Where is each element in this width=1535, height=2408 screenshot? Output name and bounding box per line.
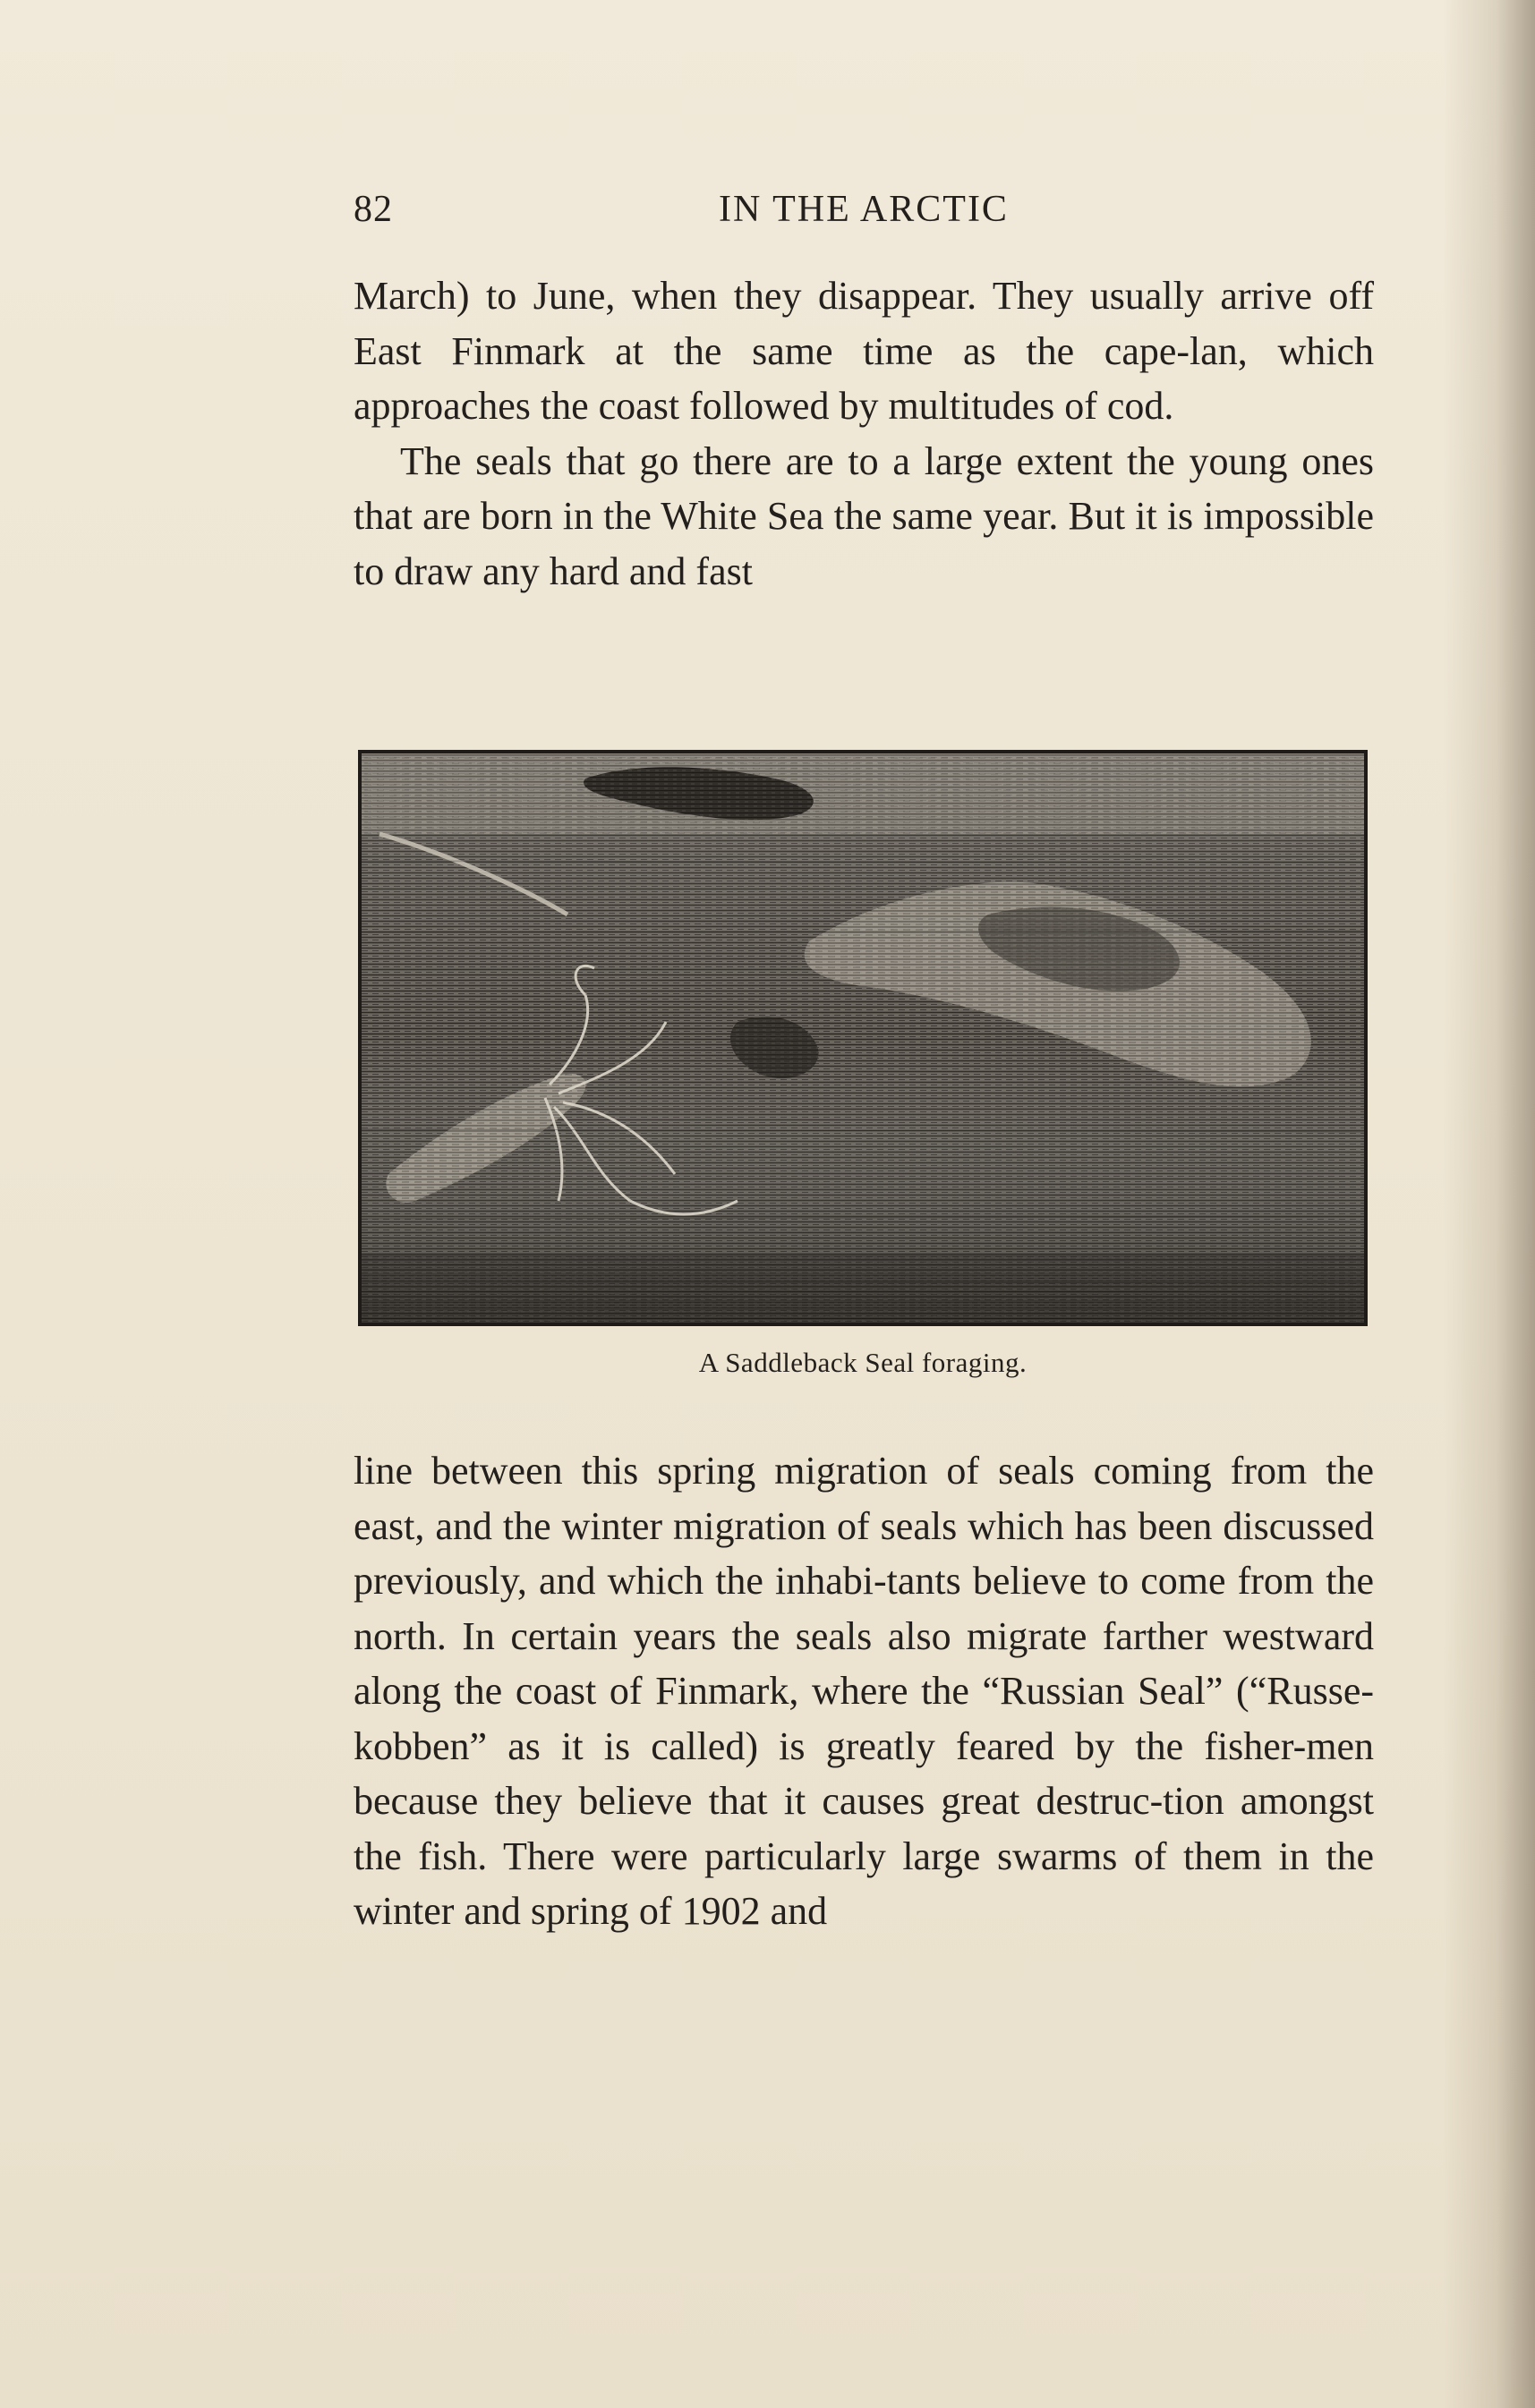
body-text-bottom [354, 1443, 1374, 1939]
body-text-top [354, 268, 1374, 599]
page-header [354, 188, 1374, 242]
seal-engraving-image [362, 753, 1364, 1323]
paragraph: March) to June, when they disappear. They usually arrive off East Finmark at the same time as the cape-lan, which approaches the coast followed by multitudes of cod. [354, 274, 1374, 428]
paragraph: line between this spring migration of seals coming from the east, and the winter migration of seals which has been discussed previously, and which the inhabi-tants believe to come from the north. In certain years the seals also migrate farther westward along the coast of Finmark, where the “Russian Seal” (“Russe-kobben” as it is called) is greatly feared by the fisher-men because they believe that it causes great destruc-tion amongst the fish. There were particularly large swarms of them in the winter and spring of 1902 and [354, 1449, 1374, 1933]
engraving-illustration [358, 750, 1368, 1326]
paragraph: The seals that go there are to a large extent the young ones that are born in the White Sea the same year. But it is impossible to draw any hard and fast [354, 438, 1374, 593]
running-head: IN THE ARCTIC [719, 189, 1009, 230]
figure-caption: A Saddleback Seal foraging. [698, 1347, 1028, 1378]
page-number: 82 [354, 189, 393, 230]
